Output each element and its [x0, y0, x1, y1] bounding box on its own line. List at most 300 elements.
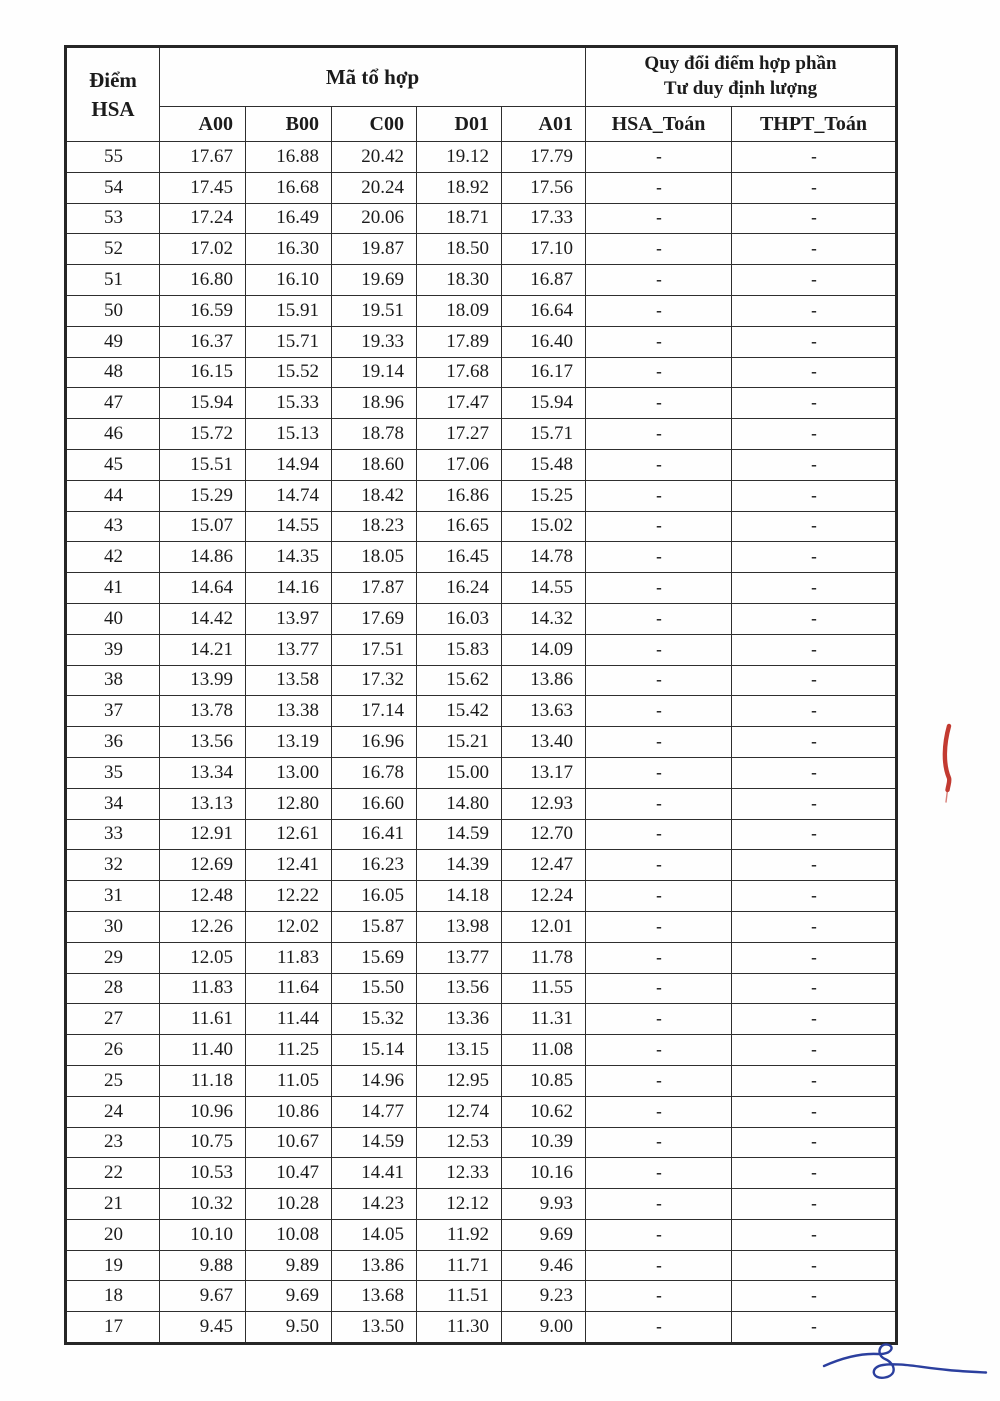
table-header: [66, 47, 897, 142]
table-cell: 15.14: [332, 1035, 417, 1066]
table-cell: 16.64: [502, 295, 586, 326]
table-cell: 11.92: [417, 1219, 502, 1250]
table-cell: -: [586, 634, 732, 665]
table-cell: 30: [66, 911, 160, 942]
table-cell: 37: [66, 696, 160, 727]
table-cell: 17.67: [160, 142, 246, 173]
table-cell: -: [586, 480, 732, 511]
table-cell: 14.35: [246, 542, 332, 573]
table-cell: 12.22: [246, 881, 332, 912]
table-cell: 15.42: [417, 696, 502, 727]
table-row: [66, 480, 897, 511]
table-cell: 18.09: [417, 295, 502, 326]
table-cell: 19.87: [332, 234, 417, 265]
table-cell: 12.69: [160, 850, 246, 881]
table-cell: 12.74: [417, 1096, 502, 1127]
table-row: [66, 295, 897, 326]
table-cell: 12.61: [246, 819, 332, 850]
table-row: [66, 1281, 897, 1312]
table-cell: 11.78: [502, 942, 586, 973]
table-cell: 10.10: [160, 1219, 246, 1250]
table-row: [66, 911, 897, 942]
table-cell: 9.69: [502, 1219, 586, 1250]
table-row: [66, 1158, 897, 1189]
table-cell: 17.51: [332, 634, 417, 665]
table-cell: 14.39: [417, 850, 502, 881]
table-cell: -: [732, 942, 897, 973]
table-cell: -: [732, 142, 897, 173]
table-row: [66, 511, 897, 542]
table-cell: 17.89: [417, 326, 502, 357]
table-cell: -: [732, 203, 897, 234]
table-cell: 16.15: [160, 357, 246, 388]
table-cell: -: [732, 172, 897, 203]
table-cell: -: [732, 727, 897, 758]
table-cell: -: [586, 449, 732, 480]
table-cell: 53: [66, 203, 160, 234]
table-cell: 10.86: [246, 1096, 332, 1127]
table-cell: 20.06: [332, 203, 417, 234]
table-cell: 9.23: [502, 1281, 586, 1312]
diem-label-line1: Điểm: [89, 68, 137, 93]
table-cell: 15.62: [417, 665, 502, 696]
table-cell: 14.77: [332, 1096, 417, 1127]
table-cell: -: [732, 973, 897, 1004]
table-cell: 12.91: [160, 819, 246, 850]
table-cell: 15.87: [332, 911, 417, 942]
table-row: [66, 757, 897, 788]
table-cell: 21: [66, 1189, 160, 1220]
column-header-b00: B00: [246, 107, 332, 142]
table-cell: 12.01: [502, 911, 586, 942]
table-cell: 47: [66, 388, 160, 419]
table-cell: 32: [66, 850, 160, 881]
table-cell: -: [732, 1189, 897, 1220]
table-cell: 10.39: [502, 1127, 586, 1158]
table-cell: 19.69: [332, 265, 417, 296]
table-cell: 27: [66, 1004, 160, 1035]
table-cell: 13.13: [160, 788, 246, 819]
table-cell: 14.55: [246, 511, 332, 542]
table-row: [66, 1312, 897, 1344]
table-cell: 16.41: [332, 819, 417, 850]
table-cell: 13.38: [246, 696, 332, 727]
table-cell: 14.09: [502, 634, 586, 665]
table-cell: 13.97: [246, 603, 332, 634]
table-cell: 14.59: [417, 819, 502, 850]
table-cell: 13.34: [160, 757, 246, 788]
table-cell: -: [732, 850, 897, 881]
table-cell: -: [732, 757, 897, 788]
table-row: [66, 727, 897, 758]
table-cell: 15.00: [417, 757, 502, 788]
table-cell: 14.64: [160, 573, 246, 604]
score-conversion-table: [64, 45, 898, 1345]
table-cell: 12.02: [246, 911, 332, 942]
table-cell: 14.05: [332, 1219, 417, 1250]
table-cell: 14.16: [246, 573, 332, 604]
table-cell: 18: [66, 1281, 160, 1312]
table-cell: 17.47: [417, 388, 502, 419]
table-cell: 15.51: [160, 449, 246, 480]
table-cell: 49: [66, 326, 160, 357]
table-cell: 15.91: [246, 295, 332, 326]
table-cell: -: [586, 911, 732, 942]
table-cell: 18.23: [332, 511, 417, 542]
table-row: [66, 142, 897, 173]
table-cell: 12.48: [160, 881, 246, 912]
table-cell: 16.49: [246, 203, 332, 234]
table-cell: 31: [66, 881, 160, 912]
table-cell: -: [586, 388, 732, 419]
header-row-subcolumns: [66, 107, 897, 142]
table-cell: -: [586, 265, 732, 296]
table-row: [66, 265, 897, 296]
table-cell: 17: [66, 1312, 160, 1344]
table-cell: 10.96: [160, 1096, 246, 1127]
table-cell: -: [586, 696, 732, 727]
table-cell: 16.37: [160, 326, 246, 357]
table-cell: 18.78: [332, 419, 417, 450]
table-cell: 13.17: [502, 757, 586, 788]
table-cell: -: [732, 634, 897, 665]
table-cell: 15.02: [502, 511, 586, 542]
table-row: [66, 1096, 897, 1127]
table-cell: 26: [66, 1035, 160, 1066]
table-cell: -: [586, 1158, 732, 1189]
table-cell: 18.96: [332, 388, 417, 419]
table-cell: 16.03: [417, 603, 502, 634]
quy-doi-line2: Tư duy định lượng: [663, 78, 818, 99]
column-group-quy-doi: [586, 47, 897, 107]
table-cell: 14.80: [417, 788, 502, 819]
table-cell: 13.77: [417, 942, 502, 973]
table-cell: -: [732, 388, 897, 419]
table-cell: -: [732, 573, 897, 604]
table-cell: 9.69: [246, 1281, 332, 1312]
table-cell: 17.14: [332, 696, 417, 727]
table-cell: 18.92: [417, 172, 502, 203]
table-cell: 11.71: [417, 1250, 502, 1281]
table-cell: -: [732, 326, 897, 357]
table-cell: -: [586, 942, 732, 973]
table-cell: 17.87: [332, 573, 417, 604]
red-pen-stroke-tail: [946, 790, 948, 802]
table-cell: 16.96: [332, 727, 417, 758]
table-cell: -: [732, 419, 897, 450]
table-cell: -: [732, 696, 897, 727]
table-cell: -: [586, 511, 732, 542]
table-cell: 9.93: [502, 1189, 586, 1220]
table-cell: 18.42: [332, 480, 417, 511]
table-row: [66, 819, 897, 850]
table-row: [66, 388, 897, 419]
table-cell: 20.42: [332, 142, 417, 173]
table-cell: 18.71: [417, 203, 502, 234]
table-cell: 17.79: [502, 142, 586, 173]
table-cell: 19.12: [417, 142, 502, 173]
table-cell: 15.50: [332, 973, 417, 1004]
table-cell: 14.42: [160, 603, 246, 634]
table-cell: 22: [66, 1158, 160, 1189]
header-row-groups: [66, 47, 897, 107]
table-cell: 18.30: [417, 265, 502, 296]
table-cell: -: [586, 419, 732, 450]
table-cell: 16.30: [246, 234, 332, 265]
table-cell: 15.25: [502, 480, 586, 511]
table-cell: 10.62: [502, 1096, 586, 1127]
table-row: [66, 603, 897, 634]
table-cell: 16.45: [417, 542, 502, 573]
table-cell: -: [732, 603, 897, 634]
table-cell: -: [732, 1004, 897, 1035]
table-cell: 14.18: [417, 881, 502, 912]
table-cell: 15.29: [160, 480, 246, 511]
table-cell: 17.68: [417, 357, 502, 388]
table-cell: 40: [66, 603, 160, 634]
table-cell: 10.32: [160, 1189, 246, 1220]
table-cell: 11.30: [417, 1312, 502, 1344]
table-cell: -: [732, 1312, 897, 1344]
table-cell: -: [732, 1096, 897, 1127]
table-cell: 16.40: [502, 326, 586, 357]
table-cell: 12.26: [160, 911, 246, 942]
table-cell: 9.50: [246, 1312, 332, 1344]
table-cell: -: [732, 819, 897, 850]
table-cell: 13.15: [417, 1035, 502, 1066]
table-cell: 19.33: [332, 326, 417, 357]
table-cell: -: [586, 295, 732, 326]
table-cell: -: [586, 973, 732, 1004]
table-cell: 15.69: [332, 942, 417, 973]
table-cell: -: [586, 203, 732, 234]
table-cell: 18.50: [417, 234, 502, 265]
table-cell: 14.59: [332, 1127, 417, 1158]
table-cell: 24: [66, 1096, 160, 1127]
table-row: [66, 973, 897, 1004]
table-cell: 10.47: [246, 1158, 332, 1189]
table-cell: 12.93: [502, 788, 586, 819]
table-cell: 9.45: [160, 1312, 246, 1344]
table-cell: -: [732, 911, 897, 942]
table-cell: 16.86: [417, 480, 502, 511]
table-cell: -: [586, 1035, 732, 1066]
table-cell: 13.40: [502, 727, 586, 758]
table-cell: 10.08: [246, 1219, 332, 1250]
table-cell: 13.36: [417, 1004, 502, 1035]
table-cell: 13.98: [417, 911, 502, 942]
table-cell: 46: [66, 419, 160, 450]
table-cell: 14.78: [502, 542, 586, 573]
table-cell: -: [732, 665, 897, 696]
table-cell: 15.94: [160, 388, 246, 419]
table-cell: 17.06: [417, 449, 502, 480]
table-cell: -: [586, 573, 732, 604]
table-cell: 15.52: [246, 357, 332, 388]
table-cell: 14.41: [332, 1158, 417, 1189]
table-cell: 9.00: [502, 1312, 586, 1344]
table-cell: -: [732, 265, 897, 296]
table-cell: 19: [66, 1250, 160, 1281]
column-header-c00: C00: [332, 107, 417, 142]
table-cell: 14.21: [160, 634, 246, 665]
table-cell: 14.23: [332, 1189, 417, 1220]
table-cell: 11.61: [160, 1004, 246, 1035]
table-cell: 13.86: [502, 665, 586, 696]
table-cell: -: [732, 1065, 897, 1096]
table-cell: 12.05: [160, 942, 246, 973]
table-cell: 43: [66, 511, 160, 542]
table-cell: 13.19: [246, 727, 332, 758]
table-cell: 39: [66, 634, 160, 665]
signature-ink: [798, 1336, 993, 1398]
table-row: [66, 203, 897, 234]
table-cell: 17.02: [160, 234, 246, 265]
table-cell: -: [732, 881, 897, 912]
table-cell: 13.63: [502, 696, 586, 727]
table-cell: 16.87: [502, 265, 586, 296]
table-cell: 12.95: [417, 1065, 502, 1096]
table-cell: 12.80: [246, 788, 332, 819]
table-cell: -: [586, 142, 732, 173]
table-cell: 16.68: [246, 172, 332, 203]
table-row: [66, 449, 897, 480]
table-cell: 9.88: [160, 1250, 246, 1281]
diem-label-line2: HSA: [91, 96, 135, 121]
table-cell: 16.78: [332, 757, 417, 788]
table-cell: -: [732, 1250, 897, 1281]
table-cell: 13.56: [417, 973, 502, 1004]
table-cell: 12.47: [502, 850, 586, 881]
table-cell: 16.10: [246, 265, 332, 296]
table-cell: 38: [66, 665, 160, 696]
table-cell: 13.77: [246, 634, 332, 665]
table-cell: 15.71: [246, 326, 332, 357]
table-cell: 14.94: [246, 449, 332, 480]
table-cell: 14.86: [160, 542, 246, 573]
red-pen-mark: [934, 720, 968, 808]
table-cell: -: [732, 480, 897, 511]
table-cell: 13.50: [332, 1312, 417, 1344]
table-cell: 18.60: [332, 449, 417, 480]
table-cell: 10.28: [246, 1189, 332, 1220]
table-cell: 13.68: [332, 1281, 417, 1312]
table-cell: 13.56: [160, 727, 246, 758]
table-cell: 15.94: [502, 388, 586, 419]
table-row: [66, 542, 897, 573]
table-cell: 15.33: [246, 388, 332, 419]
table-cell: 17.45: [160, 172, 246, 203]
table-cell: -: [732, 234, 897, 265]
table-row: [66, 1004, 897, 1035]
table-cell: 11.18: [160, 1065, 246, 1096]
column-group-ma-to-hop: Mã tổ hợp: [160, 47, 586, 107]
table-cell: 18.05: [332, 542, 417, 573]
score-table-body: [66, 142, 897, 1344]
table-cell: 16.65: [417, 511, 502, 542]
table-cell: 14.32: [502, 603, 586, 634]
table-row: [66, 1219, 897, 1250]
table-row: [66, 1035, 897, 1066]
table-cell: -: [732, 788, 897, 819]
table-row: [66, 881, 897, 912]
table-cell: -: [732, 1281, 897, 1312]
table-cell: -: [586, 665, 732, 696]
table-cell: 10.53: [160, 1158, 246, 1189]
table-cell: 10.75: [160, 1127, 246, 1158]
column-header-hsa-toan: HSA_Toán: [586, 107, 732, 142]
table-cell: 55: [66, 142, 160, 173]
table-cell: -: [586, 1219, 732, 1250]
table-cell: -: [732, 511, 897, 542]
table-row: [66, 1250, 897, 1281]
table-cell: 20: [66, 1219, 160, 1250]
table-cell: -: [586, 1189, 732, 1220]
table-cell: 10.85: [502, 1065, 586, 1096]
table-cell: 13.86: [332, 1250, 417, 1281]
table-cell: -: [586, 603, 732, 634]
table-cell: -: [732, 542, 897, 573]
table-cell: -: [586, 1127, 732, 1158]
table-cell: -: [586, 819, 732, 850]
table-cell: 12.33: [417, 1158, 502, 1189]
table-cell: 11.83: [160, 973, 246, 1004]
quy-doi-line1: Quy đổi điểm hợp phần: [644, 53, 837, 75]
table-cell: 54: [66, 172, 160, 203]
table-cell: 11.64: [246, 973, 332, 1004]
table-cell: 13.58: [246, 665, 332, 696]
table-cell: 15.21: [417, 727, 502, 758]
table-cell: 19.14: [332, 357, 417, 388]
table-cell: 11.31: [502, 1004, 586, 1035]
table-cell: 23: [66, 1127, 160, 1158]
table-cell: 10.67: [246, 1127, 332, 1158]
table-cell: 15.32: [332, 1004, 417, 1035]
table-cell: 11.40: [160, 1035, 246, 1066]
table-cell: 15.71: [502, 419, 586, 450]
table-cell: 12.70: [502, 819, 586, 850]
table-cell: 11.55: [502, 973, 586, 1004]
table-cell: -: [586, 542, 732, 573]
table-cell: -: [586, 1004, 732, 1035]
table-cell: 11.51: [417, 1281, 502, 1312]
table-cell: -: [586, 788, 732, 819]
table-cell: 14.96: [332, 1065, 417, 1096]
signature-stroke: [824, 1344, 986, 1377]
table-cell: 29: [66, 942, 160, 973]
table-cell: 11.08: [502, 1035, 586, 1066]
table-cell: 13.00: [246, 757, 332, 788]
table-row: [66, 357, 897, 388]
table-cell: 12.41: [246, 850, 332, 881]
table-cell: 16.80: [160, 265, 246, 296]
table-cell: -: [732, 295, 897, 326]
table-cell: 33: [66, 819, 160, 850]
table-cell: 17.69: [332, 603, 417, 634]
table-cell: 17.27: [417, 419, 502, 450]
table-cell: 15.07: [160, 511, 246, 542]
table-cell: 20.24: [332, 172, 417, 203]
column-header-thpt-toan: THPT_Toán: [732, 107, 897, 142]
column-header-d01: D01: [417, 107, 502, 142]
table-cell: -: [586, 1096, 732, 1127]
table-cell: 16.60: [332, 788, 417, 819]
table-cell: 11.83: [246, 942, 332, 973]
table-cell: 17.10: [502, 234, 586, 265]
table-cell: -: [586, 1065, 732, 1096]
table-cell: 44: [66, 480, 160, 511]
table-cell: 42: [66, 542, 160, 573]
